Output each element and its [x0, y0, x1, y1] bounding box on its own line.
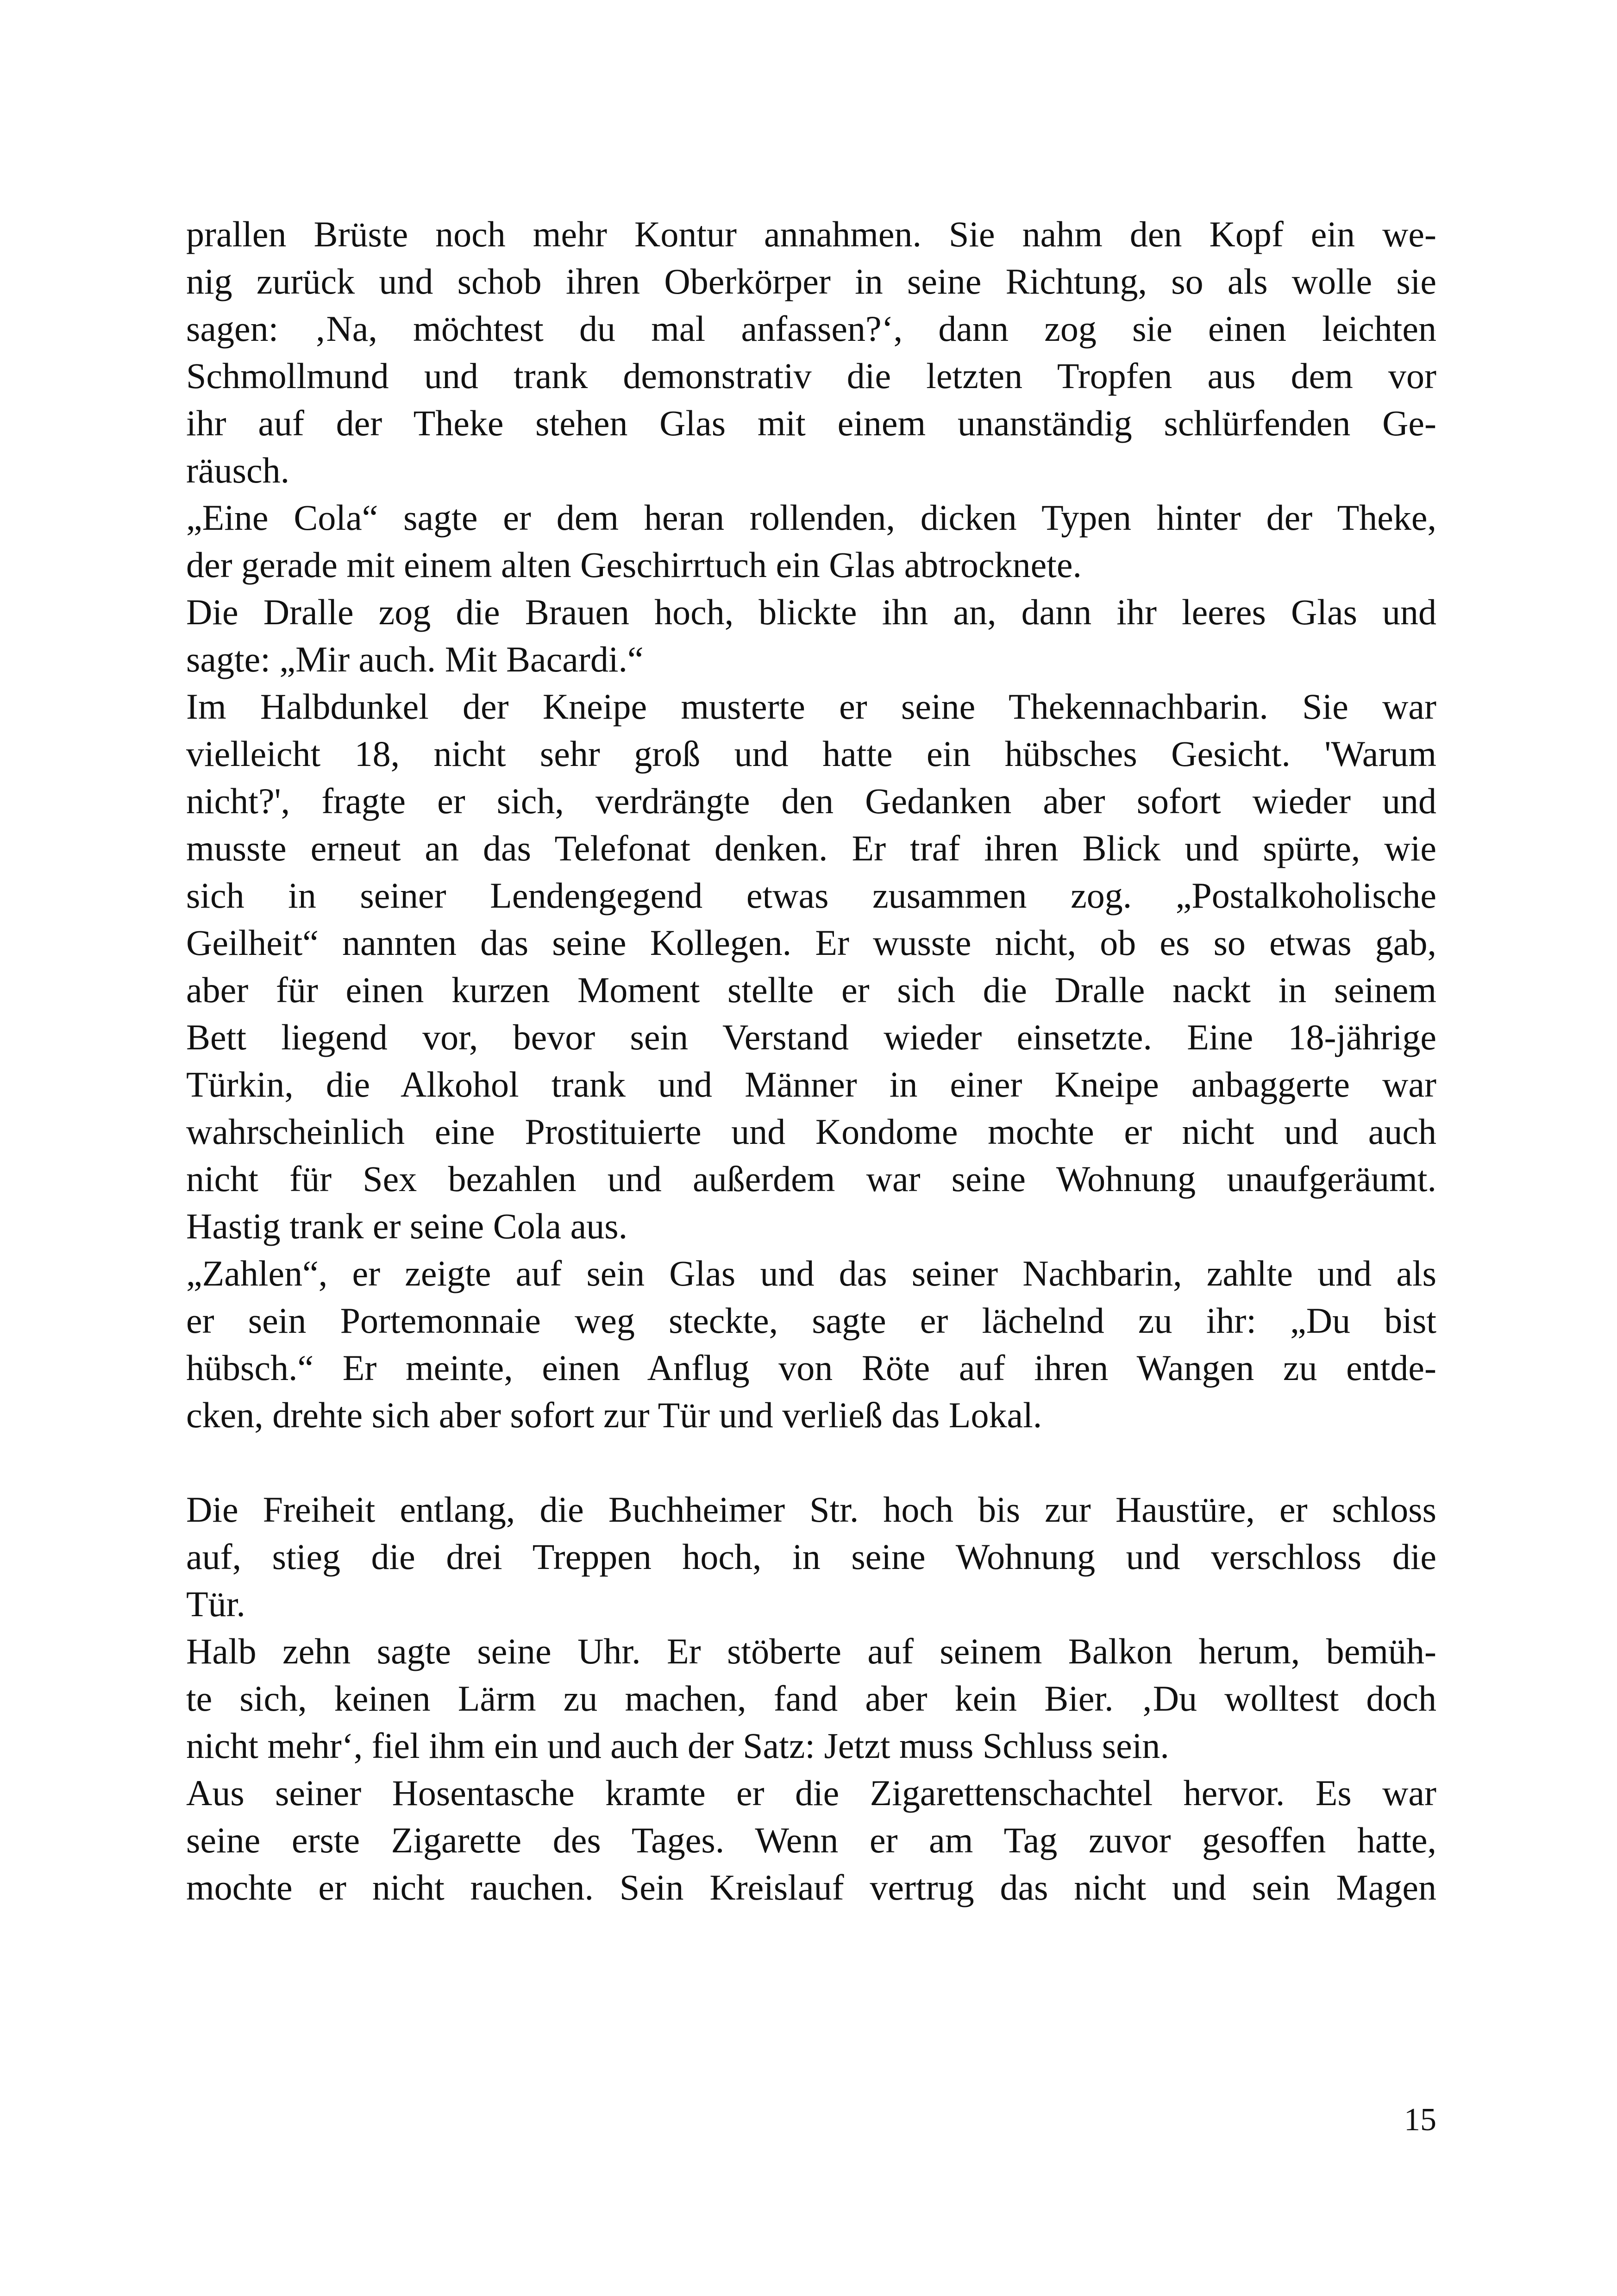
text-line: aber für einen kurzen Moment stellte er sich die Dralle nackt in seinem: [186, 970, 1436, 1010]
page-number: 15: [1404, 2102, 1436, 2138]
text-line: nicht mehr‘, fiel ihm ein und auch der Satz: Jetzt muss Schluss sein.: [186, 1725, 1169, 1766]
text-line: nicht?', fragte er sich, verdrängte den Gedanken aber sofort wieder und: [186, 781, 1436, 821]
text-line: sagte: „Mir auch. Mit Bacardi.“: [186, 639, 644, 679]
text-line: sagen: ‚Na, möchtest du mal anfassen?‘, dann zog sie einen leichten: [186, 308, 1436, 349]
text-line: te sich, keinen Lärm zu machen, fand aber kein Bier. ‚Du wolltest doch: [186, 1678, 1436, 1719]
text-line: mochte er nicht rauchen. Sein Kreislauf vertrug das nicht und sein Magen: [186, 1867, 1436, 1907]
text-line: Geilheit“ nannten das seine Kollegen. Er wusste nicht, ob es so etwas gab,: [186, 922, 1436, 963]
text-line: „Zahlen“, er zeigte auf sein Glas und das seiner Nachbarin, zahlte und als: [186, 1253, 1436, 1293]
text-line: Tür.: [186, 1584, 245, 1624]
text-line: nig zurück und schob ihren Oberkörper in seine Richtung, so als wolle sie: [186, 261, 1436, 301]
text-line: Bett liegend vor, bevor sein Verstand wieder einsetzte. Eine 18-jährige: [186, 1017, 1436, 1057]
text-line: sich in seiner Lendengegend etwas zusammen zog. „Postalkoholische: [186, 875, 1436, 916]
text-line: Schmollmund und trank demonstrativ die letzten Tropfen aus dem vor: [186, 356, 1436, 396]
text-line: Die Freiheit entlang, die Buchheimer Str. hoch bis zur Haustüre, er schloss: [186, 1489, 1436, 1530]
text-line: wahrscheinlich eine Prostituierte und Kondome mochte er nicht und auch: [186, 1111, 1436, 1152]
text-line: musste erneut an das Telefonat denken. Er traf ihren Blick und spürte, wie: [186, 828, 1436, 868]
text-line: seine erste Zigarette des Tages. Wenn er am Tag zuvor gesoffen hatte,: [186, 1820, 1436, 1860]
text-line: „Eine Cola“ sagte er dem heran rollenden, dicken Typen hinter der Theke,: [186, 497, 1436, 538]
text-line: Halb zehn sagte seine Uhr. Er stöberte auf seinem Balkon herum, bemüh-: [186, 1631, 1436, 1671]
body-text: [186, 211, 1436, 1911]
text-line: Aus seiner Hosentasche kramte er die Zigarettenschachtel hervor. Es war: [186, 1773, 1436, 1813]
text-line: cken, drehte sich aber sofort zur Tür und verließ das Lokal.: [186, 1395, 1042, 1435]
text-line: auf, stieg die drei Treppen hoch, in seine Wohnung und verschloss die: [186, 1537, 1436, 1577]
text-line: Die Dralle zog die Brauen hoch, blickte ihn an, dann ihr leeres Glas und: [186, 592, 1436, 632]
text-line: Im Halbdunkel der Kneipe musterte er seine Thekennachbarin. Sie war: [186, 686, 1436, 727]
text-line: hübsch.“ Er meinte, einen Anflug von Röte auf ihren Wangen zu entde-: [186, 1348, 1436, 1388]
text-line: Türkin, die Alkohol trank und Männer in einer Kneipe anbaggerte war: [186, 1064, 1436, 1104]
text-line: prallen Brüste noch mehr Kontur annahmen. Sie nahm den Kopf ein we-: [186, 214, 1436, 254]
text-line: vielleicht 18, nicht sehr groß und hatte ein hübsches Gesicht. 'Warum: [186, 734, 1436, 774]
text-line: räusch.: [186, 450, 290, 490]
text-line: nicht für Sex bezahlen und außerdem war seine Wohnung unaufgeräumt.: [186, 1159, 1436, 1199]
text-line: ihr auf der Theke stehen Glas mit einem unanständig schlürfenden Ge-: [186, 403, 1436, 443]
text-line: er sein Portemonnaie weg steckte, sagte er lächelnd zu ihr: „Du bist: [186, 1300, 1436, 1341]
text-line: der gerade mit einem alten Geschirrtuch ein Glas abtrocknete.: [186, 545, 1082, 585]
paragraph-gap: [186, 1439, 1436, 1486]
text-line: Hastig trank er seine Cola aus.: [186, 1206, 628, 1246]
